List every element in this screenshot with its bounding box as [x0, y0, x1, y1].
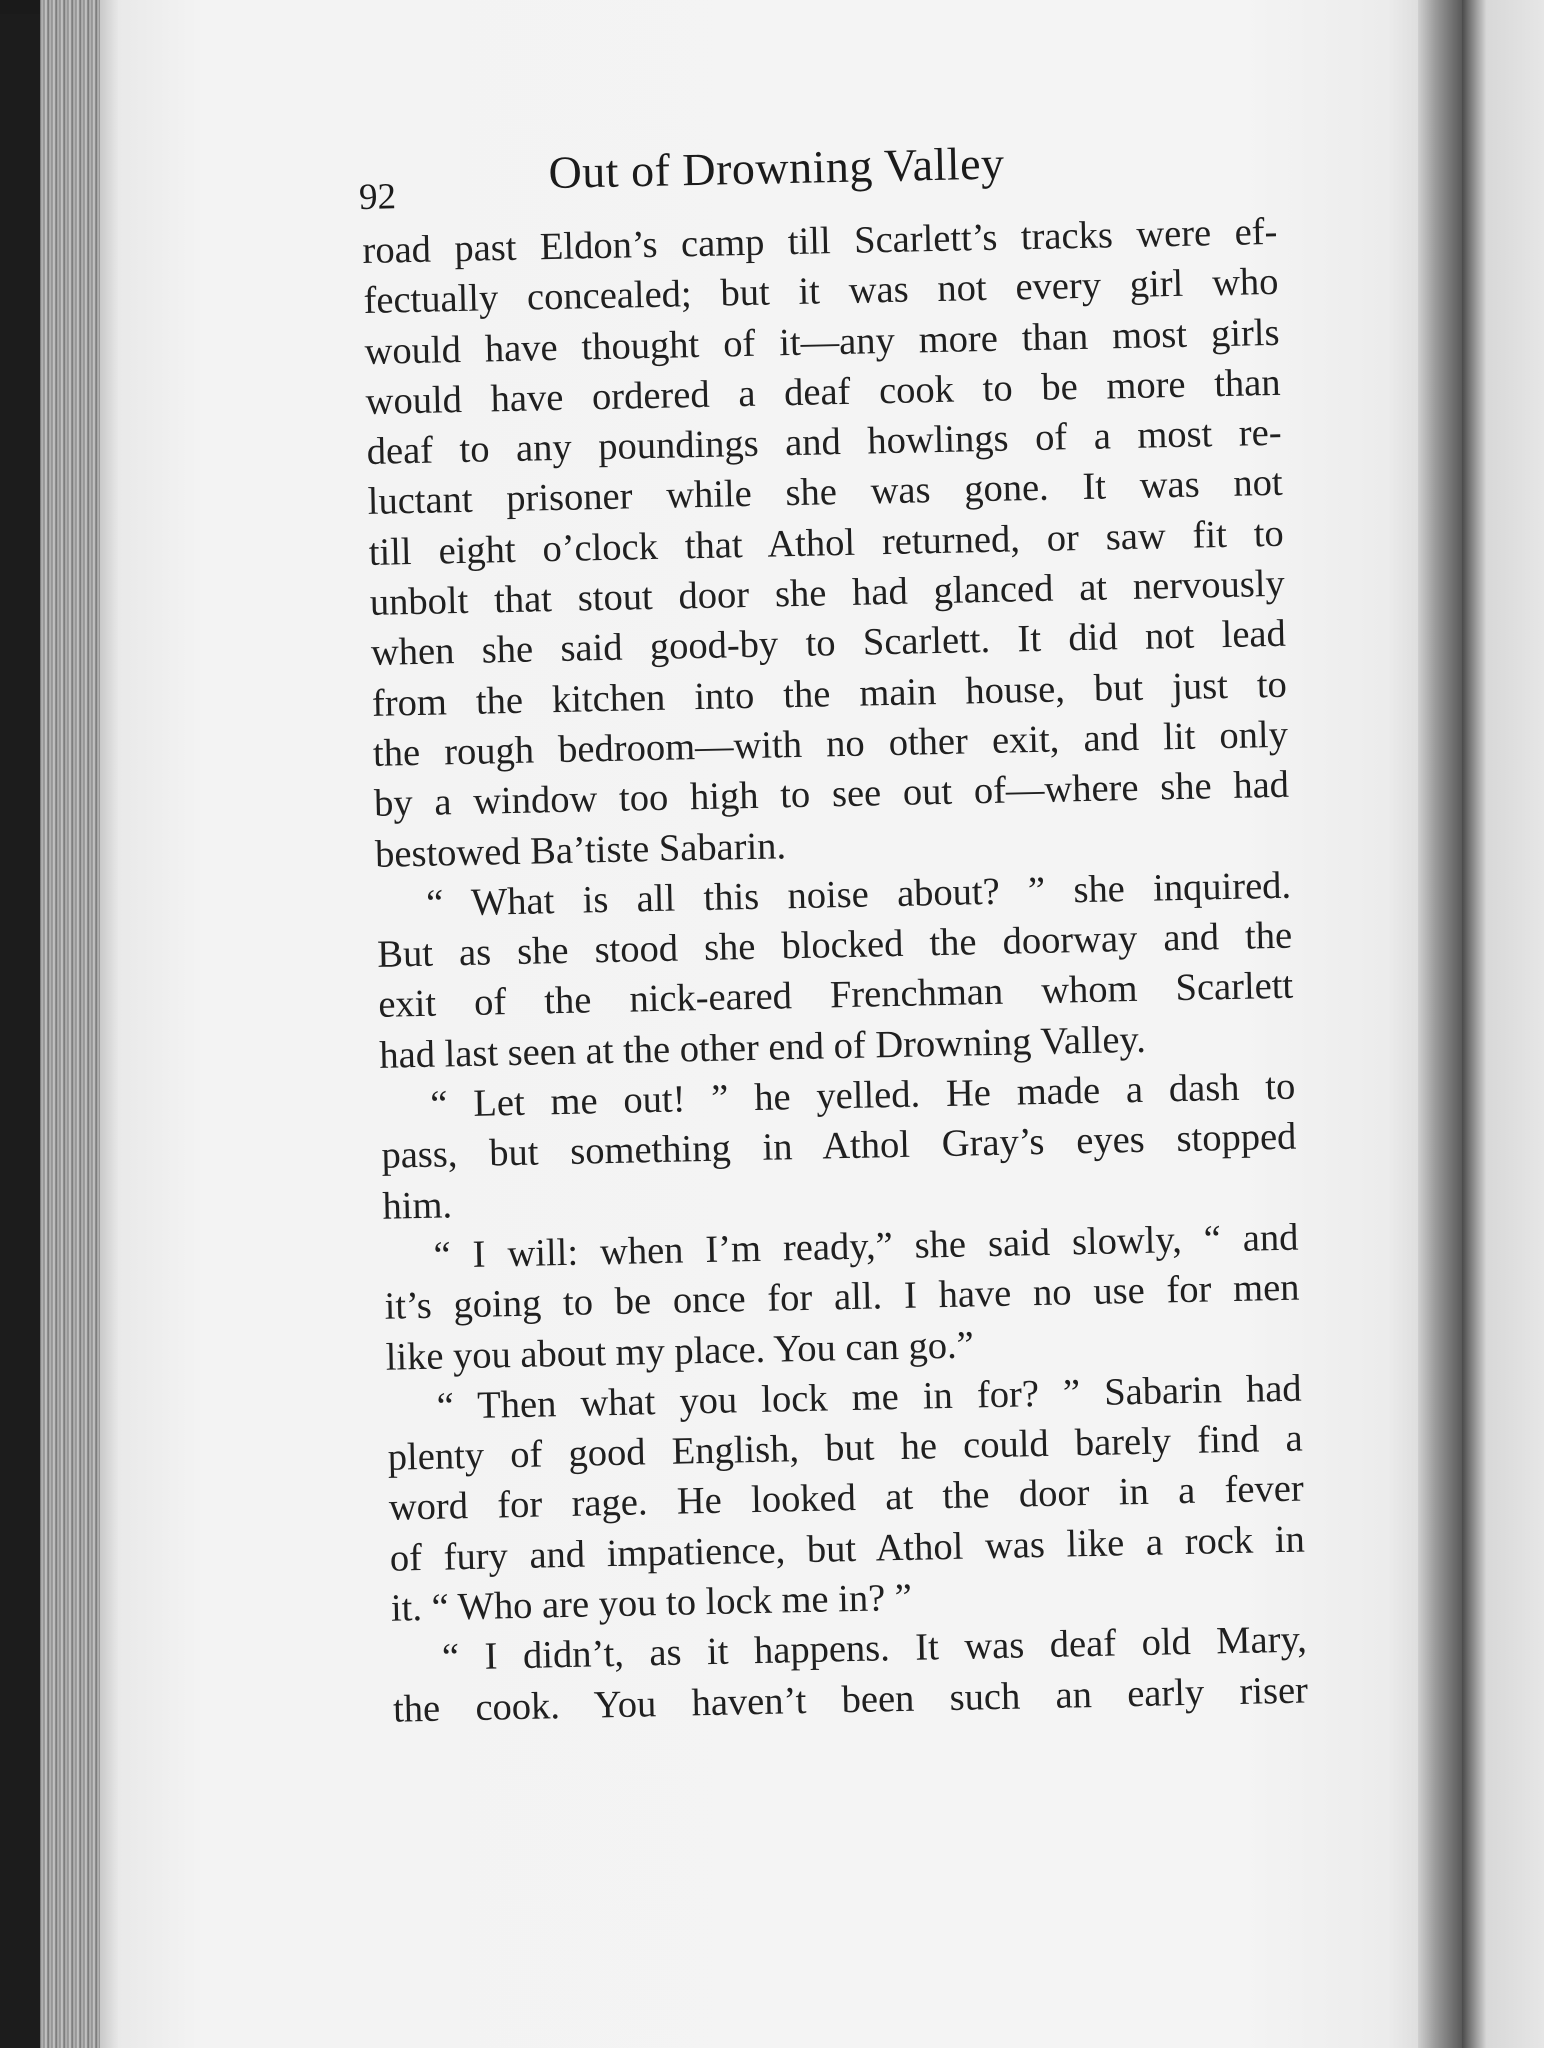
body-text — [362, 207, 1308, 1735]
text-line: “ Let me out! ” he yelled. He made a dash to — [429, 1065, 1296, 1126]
text-line: luctant prisoner while she was gone. It was not — [367, 462, 1284, 524]
text-line: exit of the nick-eared Frenchman whom Scarlett — [377, 965, 1294, 1027]
page-title: Out of Drowning Valley — [547, 137, 1005, 199]
text-line: by a window too high to see out of—where she had — [373, 763, 1290, 826]
text-line: plenty of good English, but he could barely find a — [387, 1417, 1304, 1479]
text-line: the cook. You haven’t been such an early riser — [392, 1669, 1309, 1731]
text-line: of fury and impatience, but Athol was like a rock in — [389, 1518, 1306, 1580]
text-line: “ What is all this noise about? ” she inquired. — [425, 864, 1292, 925]
text-line: the rough bedroom—with no other exit, and lit only — [372, 713, 1289, 775]
page-number: 92 — [358, 176, 397, 218]
book-gutter — [1418, 0, 1462, 2048]
text-line: deaf to any poundings and howlings of a most re- — [366, 411, 1282, 474]
text-line: unbolt that stout door she had glanced at nervously — [369, 562, 1286, 624]
text-line: it’s going to be once for all. I have no use for men — [384, 1266, 1300, 1328]
text-line: But as she stood she blocked the doorway and the — [376, 914, 1293, 976]
text-line: “ Then what you lock me in for? ” Sabarin had — [436, 1367, 1302, 1428]
text-line: “ I didn’t, as it happens. It was deaf old Mary, — [441, 1618, 1308, 1679]
text-line: road past Eldon’s camp till Scarlett’s tracks were ef- — [362, 210, 1278, 272]
text-line: till eight o’clock that Athol returned, or saw fit to — [368, 512, 1285, 574]
text-line: from the kitchen into the main house, but just to — [371, 663, 1288, 725]
text-line: “ I will: when I’m ready,” she said slowly, “ and — [433, 1216, 1299, 1277]
text-line: when she said good-by to Scarlett. It did not lead — [370, 613, 1287, 675]
text-line: had last seen at the other end of Drowning Valley. — [378, 1018, 1147, 1077]
text-line: it. “ Who are you to lock me in? ” — [390, 1576, 913, 1630]
text-line: him. — [382, 1183, 453, 1228]
text-line: pass, but something in Athol Gray’s eyes stopped — [381, 1115, 1297, 1178]
text-line: would have thought of it—any more than most girls — [364, 311, 1280, 373]
text-line: bestowed Ba’tiste Sabarin. — [374, 824, 787, 876]
text-line: word for rage. He looked at the door in a fever — [388, 1467, 1305, 1530]
text-line: would have ordered a deaf cook to be more than — [365, 361, 1281, 423]
facing-page-edge — [1462, 0, 1544, 2048]
text-line: fectually concealed; but it was not every girl who — [363, 261, 1279, 323]
text-line: like you about my place. You can go.” — [385, 1323, 975, 1379]
